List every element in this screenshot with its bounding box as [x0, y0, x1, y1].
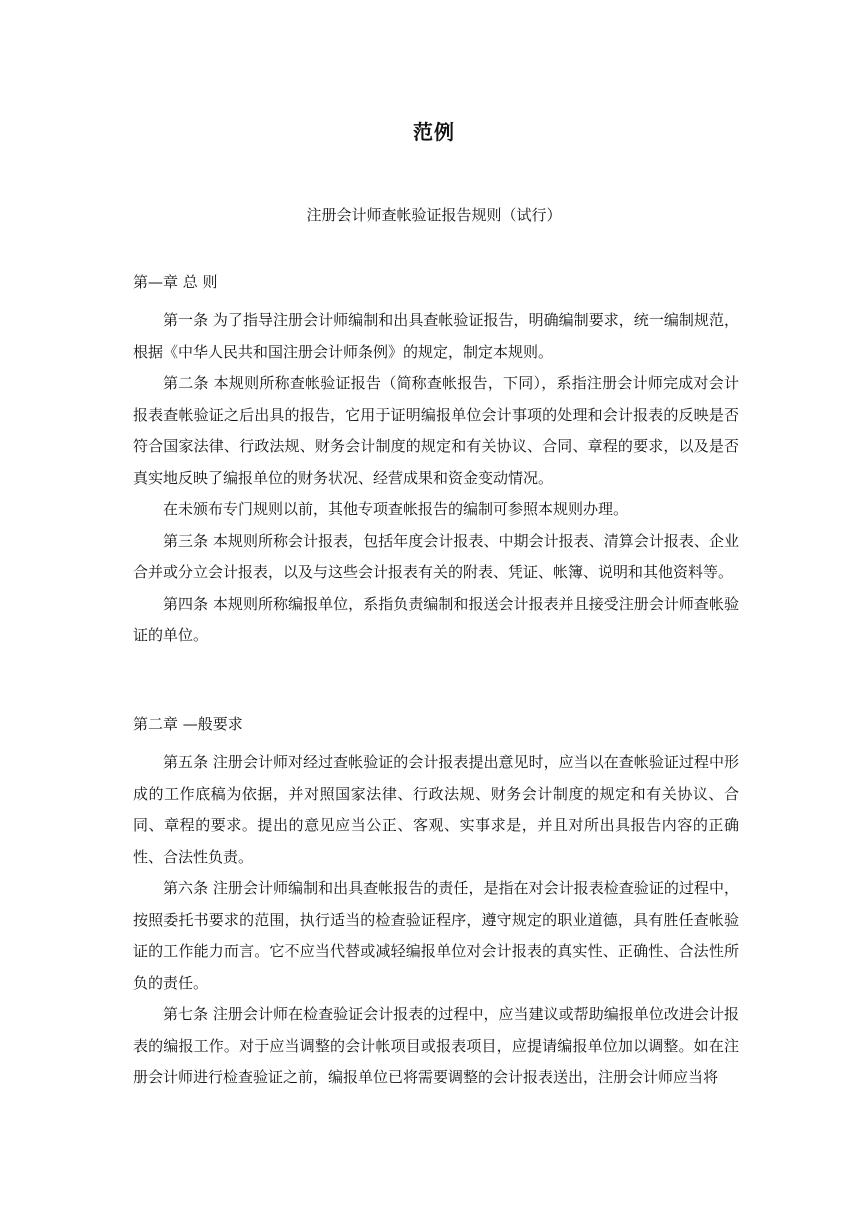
article-2: 第二条 本规则所称查帐验证报告（简称查帐报告，下同），系指注册会计师完成对会计报表查帐验证之后出具的报告，它用于证明编报单位会计事项的处理和会计报表的反映是否符合国家法律、行政法规、财务会计制度的规定和有关协议、合同、章程的要求，以及是否真实地反映了编报单位的财务状况、经营成果和资金变动情况。 [133, 374, 739, 487]
article-5: 第五条 注册会计师对经过查帐验证的会计报表提出意见时，应当以在查帐验证过程中形成的工作底稿为依据，并对照国家法律、行政法规、财务会计制度的规定和有关协议、合同、章程的要求。提出的意见应当公正、客观、实事求是，并且对所出具报告内容的正确性、合法性负责。 [133, 753, 739, 866]
document-subtitle: 注册会计师查帐验证报告规则（试行） [306, 206, 562, 224]
chapter-2-heading: 第二章 —般要求 [133, 715, 243, 733]
article-6: 第六条 注册会计师编制和出具查帐报告的责任，是指在对会计报表检查验证的过程中，按照委托书要求的范围，执行适当的检查验证程序，遵守规定的职业道德，具有胜任查帐验证的工作能力而言。它不应当代替或减轻编报单位对会计报表的真实性、正确性、合法性所负的责任。 [133, 879, 739, 992]
document-title: 范例 [413, 120, 455, 144]
chapter-1-heading: 第—章 总 则 [133, 273, 218, 291]
article-3: 第三条 本规则所称会计报表，包括年度会计报表、中期会计报表、清算会计报表、企业合并或分立会计报表，以及与这些会计报表有关的附表、凭证、帐簿、说明和其他资料等。 [133, 531, 739, 581]
chapter-1 [133, 271, 739, 652]
article-4: 第四条 本规则所称编报单位，系指负责编制和报送会计报表并且接受注册会计师查帐验证的单位。 [133, 594, 739, 644]
article-7: 第七条 注册会计师在检查验证会计报表的过程中，应当建议或帮助编报单位改进会计报表的编报工作。对于应当调整的会计帐项目或报表项目，应提请编报单位加以调整。如在注册会计师进行检查验证之前，编报单位已将需要调整的会计报表送出，注册会计师应当将 [133, 1005, 739, 1086]
article-1: 第一条 为了指导注册会计师编制和出具查帐验证报告，明确编制要求，统一编制规范，根据《中华人民共和国注册会计师条例》的规定，制定本规则。 [133, 311, 739, 361]
chapter-2 [133, 713, 739, 1094]
article-2-note: 在未颁布专门规则以前，其他专项查帐报告的编制可参照本规则办理。 [163, 500, 629, 518]
